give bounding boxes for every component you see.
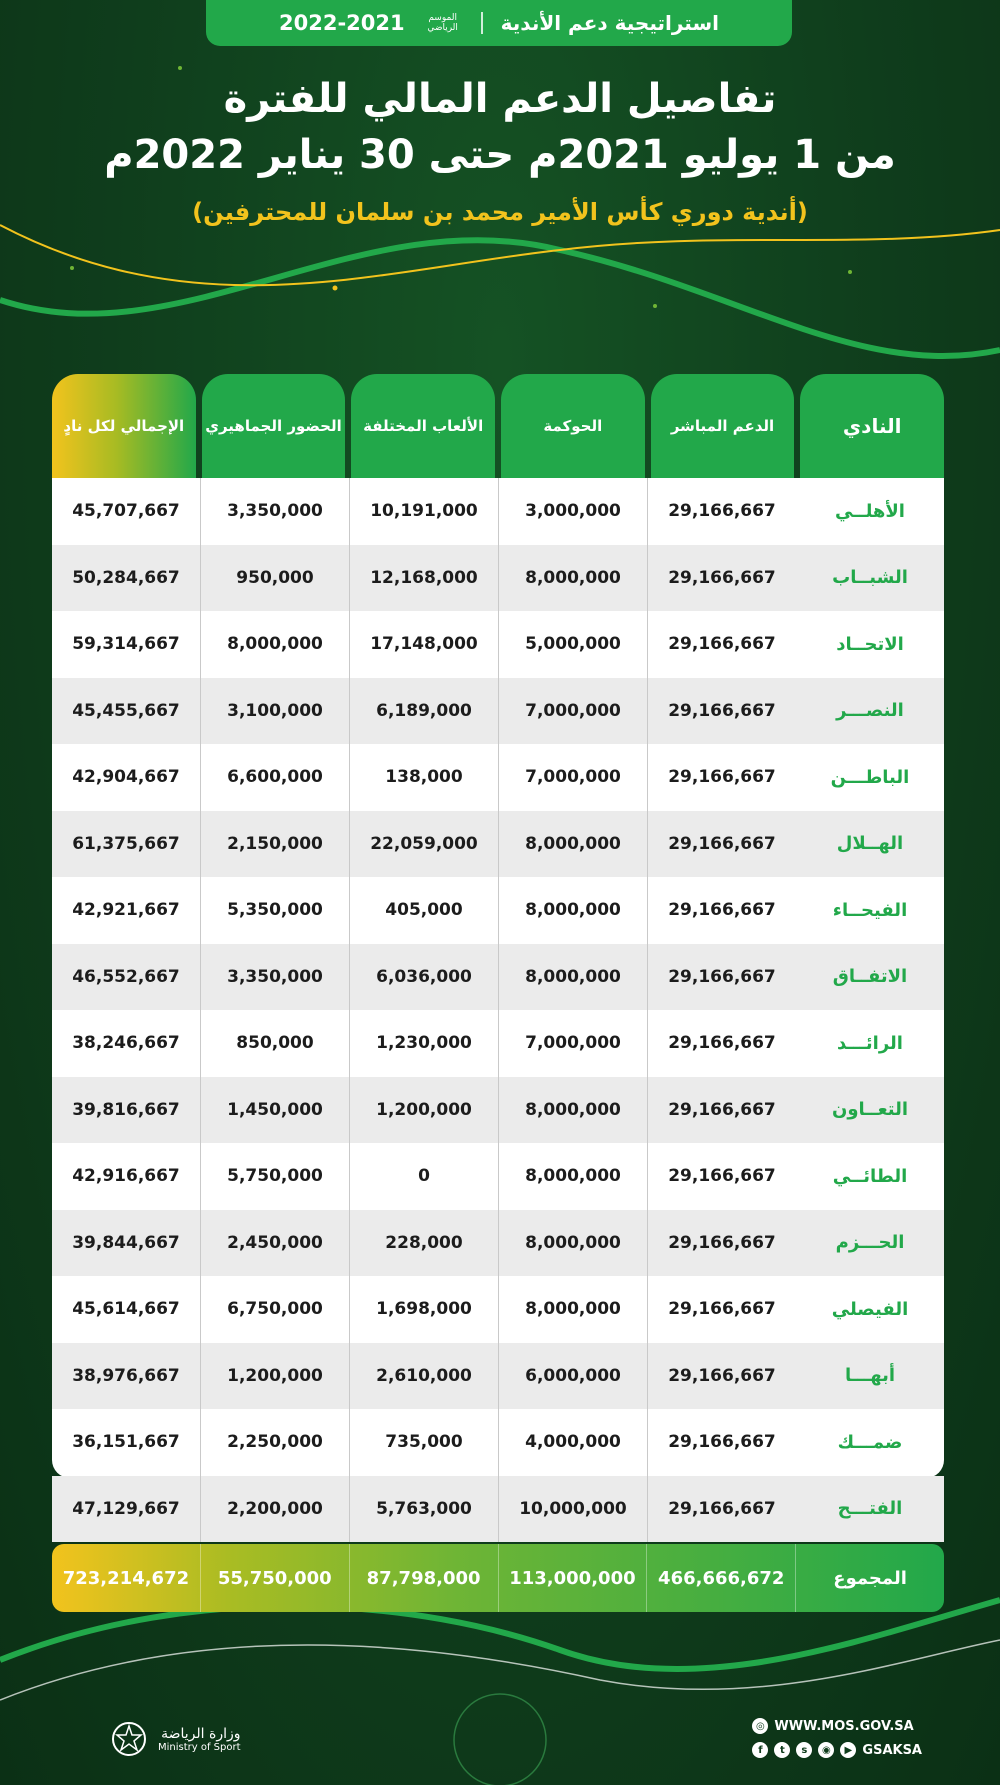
- page-title-line2: من 1 يوليو 2021م حتى 30 يناير 2022م: [104, 132, 896, 178]
- governance-cell: 10,000,000: [498, 1476, 647, 1543]
- direct-support-cell: 29,166,667: [647, 678, 796, 745]
- games-cell: 6,189,000: [349, 678, 498, 745]
- governance-cell: 3,000,000: [498, 478, 647, 545]
- games-cell: 2,610,000: [349, 1343, 498, 1410]
- season-caption-line1: الموسم: [428, 13, 457, 23]
- club-cell: النصـــر: [836, 700, 904, 722]
- attendance-cell: 3,350,000: [200, 478, 349, 545]
- globe-icon: ◎: [752, 1718, 768, 1734]
- total-cell: 59,314,667: [72, 634, 180, 655]
- totals-row: [52, 1544, 944, 1612]
- club-cell: الاتحــاد: [836, 633, 904, 655]
- games-cell: 1,230,000: [349, 1010, 498, 1077]
- games-cell: 17,148,000: [349, 611, 498, 678]
- social-line: [752, 1742, 922, 1758]
- youtube-icon[interactable]: ▶: [840, 1742, 856, 1758]
- total-cell: 42,916,667: [72, 1166, 180, 1187]
- attendance-cell: 2,200,000: [200, 1476, 349, 1543]
- direct-support-cell: 29,166,667: [647, 1143, 796, 1210]
- games-cell: 0: [349, 1143, 498, 1210]
- table-row: [52, 744, 944, 811]
- totals-total: 723,214,672: [62, 1567, 190, 1589]
- website-link[interactable]: WWW.MOS.GOV.SA: [774, 1718, 914, 1734]
- column-header-governance: الحوكمة: [501, 374, 645, 478]
- table-row: [52, 1343, 944, 1410]
- direct-support-cell: 29,166,667: [647, 1409, 796, 1476]
- games-cell: 12,168,000: [349, 545, 498, 612]
- club-cell: أبهـــا: [844, 1365, 896, 1387]
- direct-support-cell: 29,166,667: [647, 1210, 796, 1277]
- table-row: [52, 944, 944, 1011]
- direct-support-cell: 29,166,667: [647, 478, 796, 545]
- table-row: [52, 1010, 944, 1077]
- table-body: [52, 478, 944, 1520]
- governance-cell: 8,000,000: [498, 811, 647, 878]
- governance-cell: 8,000,000: [498, 1143, 647, 1210]
- club-cell: الرائـــد: [837, 1032, 903, 1054]
- club-cell: الشبــاب: [832, 567, 908, 589]
- club-cell: الأهلــي: [835, 500, 905, 522]
- attendance-cell: 2,450,000: [200, 1210, 349, 1277]
- governance-cell: 4,000,000: [498, 1409, 647, 1476]
- totals-governance: 113,000,000: [498, 1544, 647, 1612]
- season-value: 2022-2021: [279, 11, 405, 35]
- direct-support-cell: 29,166,667: [647, 1276, 796, 1343]
- club-cell: ضمـــك: [837, 1431, 903, 1453]
- website-line: [752, 1718, 913, 1734]
- attendance-cell: 6,600,000: [200, 744, 349, 811]
- governance-cell: 8,000,000: [498, 1210, 647, 1277]
- total-cell: 42,904,667: [72, 767, 180, 788]
- attendance-cell: 2,150,000: [200, 811, 349, 878]
- snapchat-icon[interactable]: s: [796, 1742, 812, 1758]
- club-cell: الحـــزم: [835, 1232, 905, 1254]
- ministry-name-en: Ministry of Sport: [158, 1741, 241, 1753]
- games-cell: 22,059,000: [349, 811, 498, 878]
- club-cell: الهــلال: [836, 833, 904, 855]
- governance-cell: 7,000,000: [498, 744, 647, 811]
- governance-cell: 7,000,000: [498, 1010, 647, 1077]
- total-cell: 45,707,667: [72, 501, 180, 522]
- games-cell: 735,000: [349, 1409, 498, 1476]
- governance-cell: 5,000,000: [498, 611, 647, 678]
- total-cell: 39,844,667: [72, 1232, 180, 1253]
- season-caption-line2: الرياضي: [427, 23, 458, 33]
- totals-attendance: 55,750,000: [200, 1544, 349, 1612]
- attendance-cell: 5,350,000: [200, 877, 349, 944]
- governance-cell: 8,000,000: [498, 545, 647, 612]
- total-cell: 42,921,667: [72, 900, 180, 921]
- games-cell: 10,191,000: [349, 478, 498, 545]
- table-row: [52, 545, 944, 612]
- attendance-cell: 8,000,000: [200, 611, 349, 678]
- direct-support-cell: 29,166,667: [647, 1077, 796, 1144]
- club-cell: التعــاون: [831, 1099, 909, 1121]
- total-cell: 38,246,667: [72, 1033, 180, 1054]
- games-cell: 228,000: [349, 1210, 498, 1277]
- games-cell: 405,000: [349, 877, 498, 944]
- governance-cell: 7,000,000: [498, 678, 647, 745]
- table-header: [52, 374, 944, 478]
- totals-label: المجموع: [795, 1544, 944, 1612]
- governance-cell: 6,000,000: [498, 1343, 647, 1410]
- governance-cell: 8,000,000: [498, 877, 647, 944]
- totals-direct: 466,666,672: [646, 1544, 795, 1612]
- top-banner: [206, 0, 792, 46]
- strategy-label: استراتيجية دعم الأندية: [500, 11, 719, 35]
- season-caption: [423, 13, 463, 33]
- direct-support-cell: 29,166,667: [647, 944, 796, 1011]
- attendance-cell: 6,750,000: [200, 1276, 349, 1343]
- table-row: [52, 1409, 944, 1476]
- table-row: [52, 1476, 944, 1543]
- direct-support-cell: 29,166,667: [647, 811, 796, 878]
- column-header-games: الألعاب المختلفة: [351, 374, 495, 478]
- attendance-cell: 850,000: [200, 1010, 349, 1077]
- ministry-logo-block: [108, 1718, 241, 1760]
- table-row: [52, 1276, 944, 1343]
- direct-support-cell: 29,166,667: [647, 877, 796, 944]
- social-handle[interactable]: GSAKSA: [862, 1742, 922, 1758]
- games-cell: 138,000: [349, 744, 498, 811]
- table-row: [52, 678, 944, 745]
- banner-divider: [481, 12, 483, 34]
- contact-block: [752, 1718, 922, 1758]
- club-cell: الفيصلي: [831, 1298, 909, 1320]
- table-row: [52, 1210, 944, 1277]
- total-cell: 50,284,667: [72, 567, 180, 588]
- table-row: [52, 1077, 944, 1144]
- table-row: [52, 611, 944, 678]
- instagram-icon[interactable]: ◉: [818, 1742, 834, 1758]
- total-cell: 45,614,667: [72, 1299, 180, 1320]
- page-title-line1: تفاصيل الدعم المالي للفترة: [223, 76, 777, 122]
- direct-support-cell: 29,166,667: [647, 1476, 796, 1543]
- total-cell: 46,552,667: [72, 966, 180, 987]
- page-subtitle: (أندية دوري كأس الأمير محمد بن سلمان للمحترفين): [192, 198, 808, 226]
- total-cell: 47,129,667: [72, 1498, 180, 1519]
- governance-cell: 8,000,000: [498, 1276, 647, 1343]
- total-cell: 36,151,667: [72, 1432, 180, 1453]
- attendance-cell: 5,750,000: [200, 1143, 349, 1210]
- twitter-icon[interactable]: t: [774, 1742, 790, 1758]
- attendance-cell: 3,100,000: [200, 678, 349, 745]
- column-header-total: الإجمالي لكل نادٍ: [52, 374, 196, 478]
- table-row: [52, 478, 944, 545]
- club-cell: الطائــي: [832, 1165, 908, 1187]
- club-cell: الباطـــن: [830, 766, 910, 788]
- direct-support-cell: 29,166,667: [647, 1010, 796, 1077]
- direct-support-cell: 29,166,667: [647, 1343, 796, 1410]
- attendance-cell: 950,000: [200, 545, 349, 612]
- ministry-name-ar: وزارة الرياضة: [161, 1725, 241, 1742]
- club-cell: الاتفــاق: [832, 966, 908, 988]
- games-cell: 1,698,000: [349, 1276, 498, 1343]
- total-cell: 45,455,667: [72, 700, 180, 721]
- column-header-direct: الدعم المباشر: [651, 374, 795, 478]
- total-cell: 61,375,667: [72, 833, 180, 854]
- club-cell: الفتـــح: [837, 1498, 903, 1520]
- games-cell: 1,200,000: [349, 1077, 498, 1144]
- games-cell: 5,763,000: [349, 1476, 498, 1543]
- attendance-cell: 3,350,000: [200, 944, 349, 1011]
- attendance-cell: 1,450,000: [200, 1077, 349, 1144]
- facebook-icon[interactable]: f: [752, 1742, 768, 1758]
- games-cell: 6,036,000: [349, 944, 498, 1011]
- total-cell: 39,816,667: [72, 1099, 180, 1120]
- totals-games: 87,798,000: [349, 1544, 498, 1612]
- attendance-cell: 2,250,000: [200, 1409, 349, 1476]
- direct-support-cell: 29,166,667: [647, 545, 796, 612]
- governance-cell: 8,000,000: [498, 944, 647, 1011]
- column-header-attendance: الحضور الجماهيري: [202, 374, 346, 478]
- column-header-club: النادي: [800, 374, 944, 478]
- attendance-cell: 1,200,000: [200, 1343, 349, 1410]
- direct-support-cell: 29,166,667: [647, 611, 796, 678]
- table-row: [52, 1143, 944, 1210]
- ministry-emblem-icon: [108, 1718, 150, 1760]
- governance-cell: 8,000,000: [498, 1077, 647, 1144]
- total-cell: 38,976,667: [72, 1365, 180, 1386]
- table-row: [52, 877, 944, 944]
- club-cell: الفيحــاء: [832, 899, 908, 921]
- direct-support-cell: 29,166,667: [647, 744, 796, 811]
- table-row: [52, 811, 944, 878]
